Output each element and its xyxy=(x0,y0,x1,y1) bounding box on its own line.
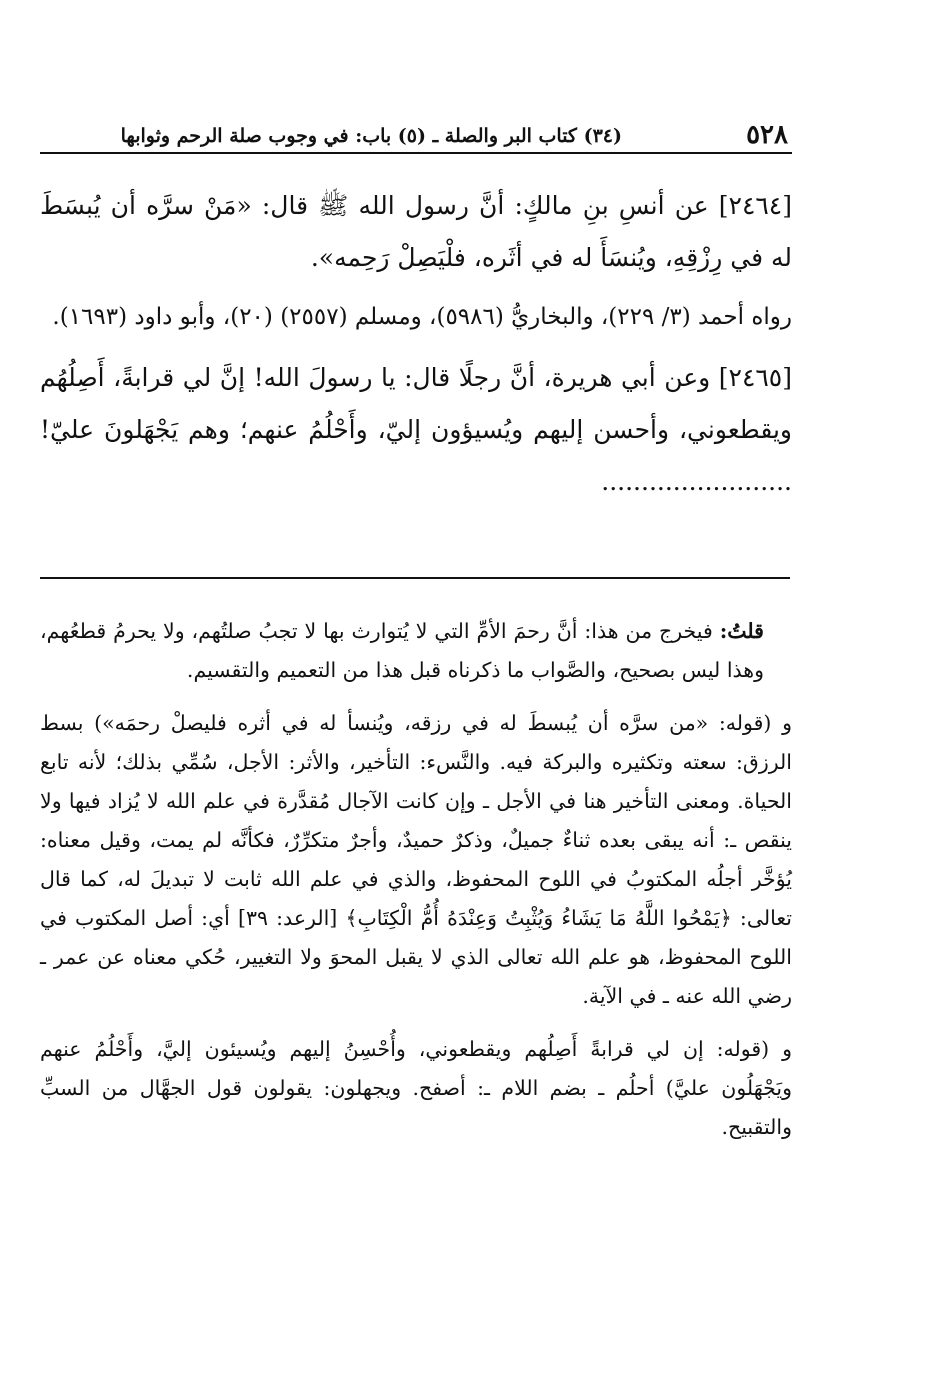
continuation-dots: ........................ xyxy=(601,467,792,496)
commentary-lead: قلتُ: xyxy=(719,619,764,643)
commentary-para-3: و (قوله: إن لي قرابةً أَصِلُهم ويقطعوني، وأُحْسِنُ إليهم ويُسيئون إليَّ، وأَحْلُمُ عنهم ويَجْهَلُون عليَّ) أحلُم ـ بضم اللام ـ: أصفح. ويجهلون: يقولون قول الجهَّال من السبِّ والتقبيح. xyxy=(40,1037,792,1139)
commentary xyxy=(40,612,792,1161)
footnote-rule xyxy=(40,577,790,579)
hadith-2464: [٢٤٦٤] عن أنسِ بنِ مالكٍ: أنَّ رسول الله ﷺ قال: «مَنْ سرَّه أن يُبسَطَ له في رِزْقِهِ، ويُنسَأَ له في أثَره، فلْيَصِلْ رَحِمه». xyxy=(40,191,792,272)
source-citation-2464: رواه أحمد (٣/ ٢٢٩)، والبخاريُّ (٥٩٨٦)، ومسلم (٢٥٥٧) (٢٠)، وأبو داود (١٦٩٣). xyxy=(52,304,792,330)
hadith-2465-text: [٢٤٦٥] وعن أبي هريرة، أنَّ رجلًا قال: يا رسولَ الله! إنَّ لي قرابةً، أَصِلُهُم ويقطعوني، وأحسن إليهم ويُسيؤون إليّ، وأَحْلُمُ عنهم؛ وهم يَجْهَلونَ عليّ! xyxy=(40,363,792,444)
main-text xyxy=(40,180,792,516)
header-rule xyxy=(40,152,792,154)
page-number: ٥٢٨ xyxy=(746,120,788,150)
hadith-2465 xyxy=(40,352,792,508)
running-title: (٣٤) كتاب البر والصلة ـ (٥) باب: في وجوب صلة الرحم وثوابها xyxy=(120,125,622,147)
running-header xyxy=(40,118,792,158)
commentary-para-1-text: فيخرج من هذا: أنَّ رحمَ الأمِّ التي لا يُتوارث بها لا تجبُ صلتُهم، ولا يحرمُ قطعُهم، وهذا ليس بصحيح، والصَّواب ما ذكرناه قبل هذا من التعميم والتقسيم. xyxy=(40,619,764,682)
commentary-para-2: و (قوله: «من سرَّه أن يُبسطَ له في رزقه، ويُنسأ له في أثره فليصلْ رحمَه») بسط الرزق: سعته وتكثيره والبركة فيه. والنَّسء: التأخير، والأثر: الأجل، سُمِّي بذلك؛ لأنه تابع الحياة. ومعنى التأخير هنا في الأجل ـ وإن كانت الآجال مُقدَّرة في علم الله لا يُزاد فيها ولا ينقص ـ: أنه يبقى بعده ثناءٌ جميلٌ، وذكرٌ حميدٌ، وأجرٌ متكرِّرٌ، فكأنَّه لم يمت، وقيل معناه: يُؤخَّر أجلُه المكتوبُ في اللوح المحفوظ، والذي في علم الله ثابت لا تبديلَ له، كما قال تعالى: ﴿يَمْحُوا اللَّهُ مَا يَشَاءُ وَيُثْبِتُ وَعِنْدَهُ أُمُّ الْكِتَابِ﴾ [الرعد: ٣٩] أي: أصل المكتوب في اللوح المحفوظ، هو علم الله تعالى الذي لا يقبل المحوَ ولا التغيير، حُكي معناه عن عمر ـ رضي الله عنه ـ في الآية. xyxy=(40,711,792,1008)
commentary-para-1 xyxy=(40,612,792,690)
